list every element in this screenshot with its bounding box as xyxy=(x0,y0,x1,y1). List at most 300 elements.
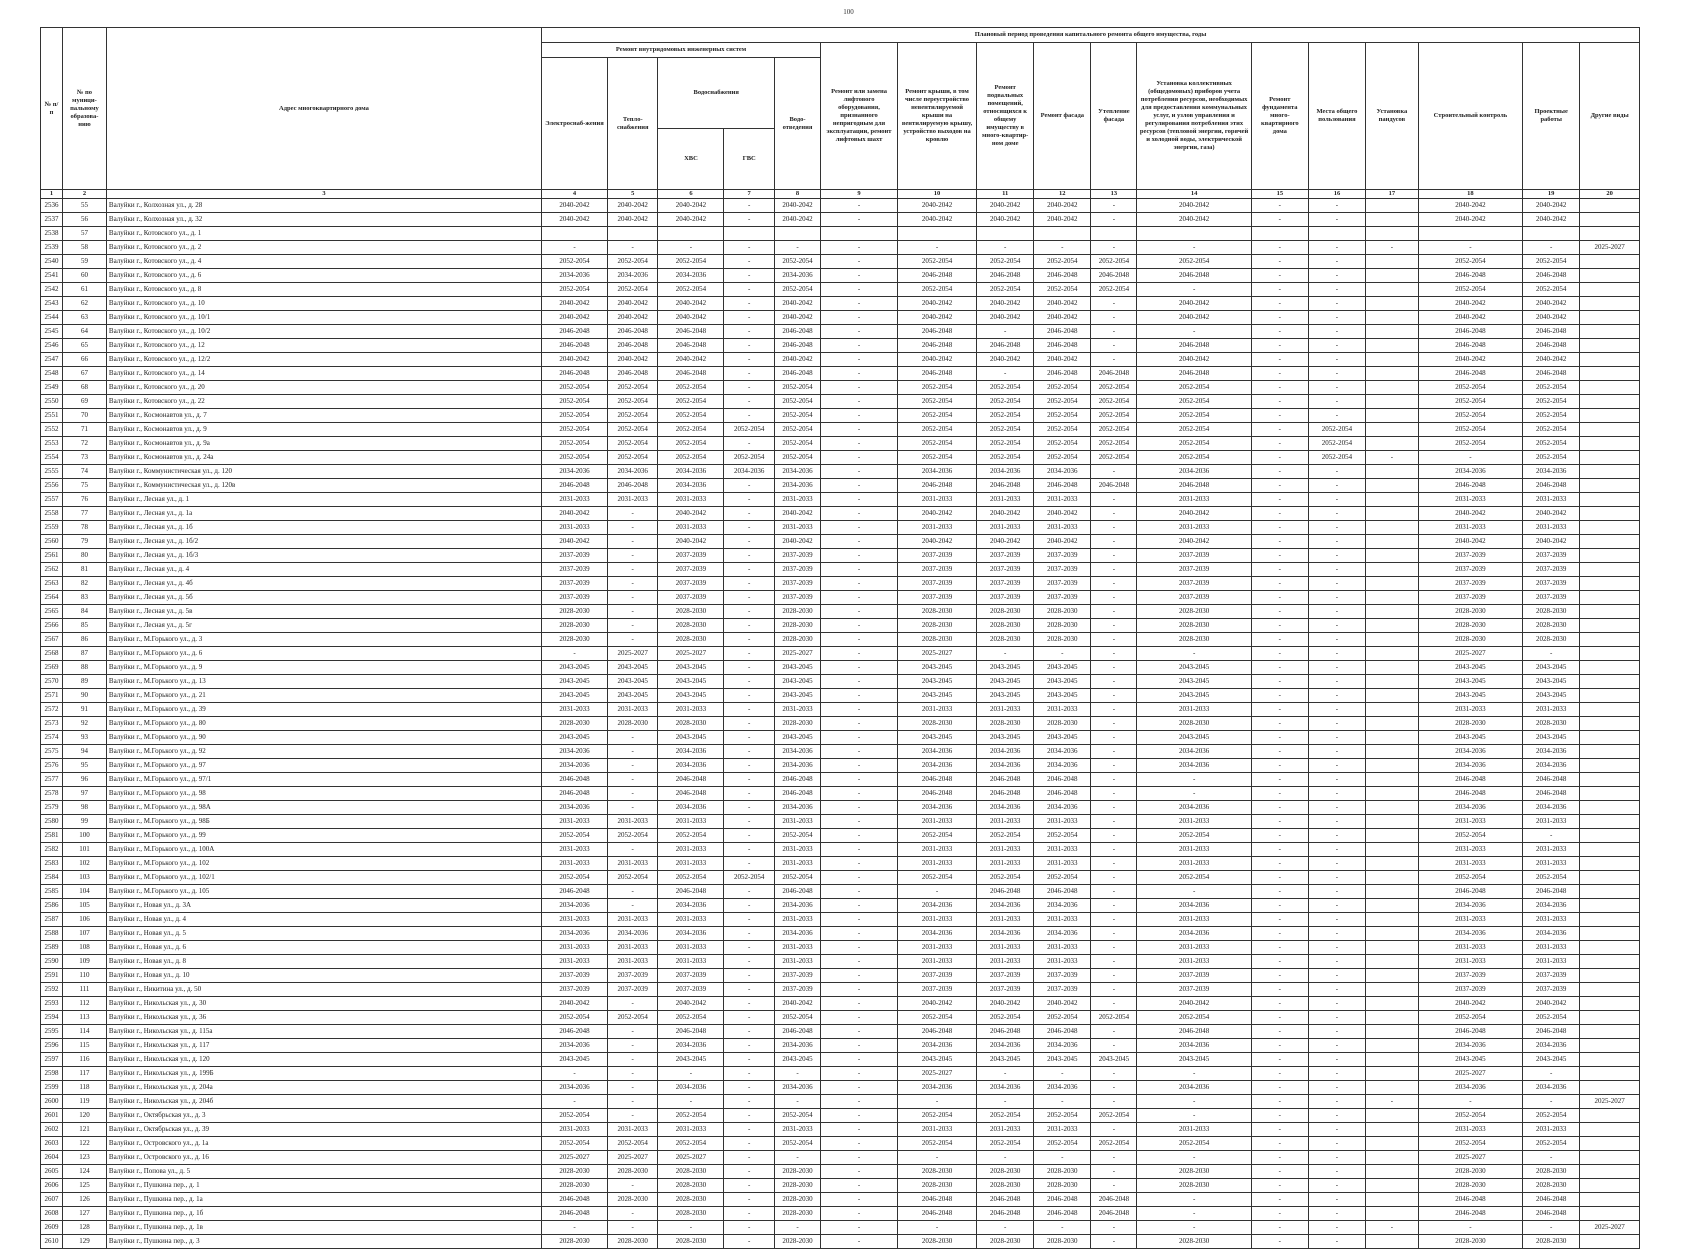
table-cell: 2037-2039 xyxy=(658,577,724,591)
table-row xyxy=(41,423,1640,437)
table-cell: - xyxy=(1308,353,1365,367)
table-cell: - xyxy=(821,1179,898,1193)
table-cell: 2046-2048 xyxy=(1137,269,1251,283)
table-cell: - xyxy=(724,535,775,549)
table-cell: - xyxy=(1251,437,1308,451)
table-cell: 109 xyxy=(62,955,106,969)
table-cell: 2025-2027 xyxy=(1580,1095,1640,1109)
table-cell: - xyxy=(1251,479,1308,493)
table-cell: - xyxy=(1251,311,1308,325)
table-cell: 2052-2054 xyxy=(1523,395,1580,409)
table-cell xyxy=(1580,465,1640,479)
table-cell: 2034-2036 xyxy=(1418,745,1522,759)
table-cell: 2605 xyxy=(41,1165,63,1179)
table-cell: - xyxy=(821,1081,898,1095)
table-cell: 113 xyxy=(62,1011,106,1025)
table-cell: 70 xyxy=(62,409,106,423)
table-cell: 2028-2030 xyxy=(1034,633,1091,647)
table-cell: 2031-2033 xyxy=(774,1123,820,1137)
table-cell: 2544 xyxy=(41,311,63,325)
table-cell: 2040-2042 xyxy=(1034,353,1091,367)
table-row xyxy=(41,731,1640,745)
address-cell: Валуйки г., Космонавтов ул., д. 9 xyxy=(106,423,541,437)
table-row xyxy=(41,969,1640,983)
table-cell: 2040-2042 xyxy=(1523,353,1580,367)
table-cell: 2545 xyxy=(41,325,63,339)
table-cell: 2538 xyxy=(41,227,63,241)
table-cell: 2034-2036 xyxy=(977,899,1034,913)
table-cell: - xyxy=(821,703,898,717)
table-cell: 2052-2054 xyxy=(1418,1137,1522,1151)
table-cell: 2034-2036 xyxy=(897,801,976,815)
table-cell: 2037-2039 xyxy=(977,563,1034,577)
table-row xyxy=(41,409,1640,423)
address-cell: Валуйки г., Лесная ул., д. 4 xyxy=(106,563,541,577)
table-cell: 2608 xyxy=(41,1207,63,1221)
table-row xyxy=(41,619,1640,633)
table-cell: 92 xyxy=(62,717,106,731)
table-cell: 2052-2054 xyxy=(607,871,658,885)
table-cell: - xyxy=(542,241,608,255)
table-cell: 2046-2048 xyxy=(977,773,1034,787)
table-cell: 2043-2045 xyxy=(1523,689,1580,703)
table-cell: 2031-2033 xyxy=(1034,941,1091,955)
table-cell: - xyxy=(724,437,775,451)
table-cell: 99 xyxy=(62,815,106,829)
table-cell: 2043-2045 xyxy=(1034,731,1091,745)
table-cell: 2028-2030 xyxy=(607,717,658,731)
table-cell xyxy=(1580,913,1640,927)
table-cell: 2031-2033 xyxy=(897,521,976,535)
table-cell: 2043-2045 xyxy=(1418,661,1522,675)
table-cell: 2052-2054 xyxy=(1034,1011,1091,1025)
table-cell: 2052-2054 xyxy=(1034,255,1091,269)
table-cell: - xyxy=(1308,1221,1365,1235)
table-cell: 2031-2033 xyxy=(658,493,724,507)
table-cell: - xyxy=(1308,689,1365,703)
table-cell: 2028-2030 xyxy=(658,1235,724,1249)
table-cell: 2034-2036 xyxy=(1523,927,1580,941)
table-cell: 2052-2054 xyxy=(977,871,1034,885)
table-cell xyxy=(1580,1053,1640,1067)
address-cell: Валуйки г., Новая ул., д. 10 xyxy=(106,969,541,983)
address-cell: Валуйки г., М.Горького ул., д. 97/1 xyxy=(106,773,541,787)
table-cell: 2031-2033 xyxy=(1034,815,1091,829)
table-cell xyxy=(1366,829,1419,843)
address-cell: Валуйки г., Котовского ул., д. 8 xyxy=(106,283,541,297)
table-cell: 2052-2054 xyxy=(1091,409,1137,423)
table-cell: 108 xyxy=(62,941,106,955)
table-cell: - xyxy=(1251,297,1308,311)
table-cell: - xyxy=(1251,969,1308,983)
table-cell: - xyxy=(1091,199,1137,213)
table-cell xyxy=(1580,661,1640,675)
table-cell: 2536 xyxy=(41,199,63,213)
table-cell: 2031-2033 xyxy=(658,955,724,969)
table-cell: 2034-2036 xyxy=(1034,801,1091,815)
col-header-mun-num: № по муници-пальному образова-нию xyxy=(62,28,106,190)
table-cell: - xyxy=(1091,297,1137,311)
table-cell: - xyxy=(821,815,898,829)
table-cell: 2052-2054 xyxy=(1523,1109,1580,1123)
table-cell: - xyxy=(1251,241,1308,255)
table-cell xyxy=(1580,535,1640,549)
table-cell: - xyxy=(1418,1095,1522,1109)
table-cell: - xyxy=(1308,1025,1365,1039)
table-cell: 2046-2048 xyxy=(542,339,608,353)
table-cell: - xyxy=(821,353,898,367)
table-cell: 2539 xyxy=(41,241,63,255)
table-cell: - xyxy=(1137,1221,1251,1235)
table-row xyxy=(41,885,1640,899)
table-cell: 2040-2042 xyxy=(1418,199,1522,213)
table-cell: 76 xyxy=(62,493,106,507)
table-cell: 2046-2048 xyxy=(1523,339,1580,353)
address-cell: Валуйки г., Пушкина пер., д. 1а xyxy=(106,1193,541,1207)
table-row xyxy=(41,1221,1640,1235)
table-cell: 2046-2048 xyxy=(897,325,976,339)
table-cell: - xyxy=(1308,745,1365,759)
table-cell xyxy=(1580,1025,1640,1039)
table-cell: 2052-2054 xyxy=(1091,1011,1137,1025)
address-cell: Валуйки г., Лесная ул., д. 1б/3 xyxy=(106,549,541,563)
table-cell: 2031-2033 xyxy=(1034,1123,1091,1137)
table-cell: - xyxy=(1091,1095,1137,1109)
table-cell: 2052-2054 xyxy=(658,409,724,423)
table-row xyxy=(41,857,1640,871)
table-cell: 2043-2045 xyxy=(774,731,820,745)
table-cell: 2052-2054 xyxy=(774,437,820,451)
table-cell: 2563 xyxy=(41,577,63,591)
table-cell: 2037-2039 xyxy=(1523,969,1580,983)
table-cell: - xyxy=(724,241,775,255)
table-cell: 2031-2033 xyxy=(607,703,658,717)
table-cell: - xyxy=(658,1095,724,1109)
table-cell: - xyxy=(724,661,775,675)
table-row xyxy=(41,1109,1640,1123)
column-number: 11 xyxy=(977,190,1034,199)
table-cell: - xyxy=(821,997,898,1011)
address-cell: Валуйки г., Котовского ул., д. 14 xyxy=(106,367,541,381)
table-cell xyxy=(1251,227,1308,241)
table-cell: - xyxy=(724,1193,775,1207)
table-cell: 2031-2033 xyxy=(1418,941,1522,955)
table-cell: 2046-2048 xyxy=(1418,325,1522,339)
table-cell: - xyxy=(724,1011,775,1025)
table-cell xyxy=(1366,997,1419,1011)
table-cell: 2034-2036 xyxy=(1137,801,1251,815)
table-cell: 86 xyxy=(62,633,106,647)
table-row xyxy=(41,1137,1640,1151)
table-cell: 2052-2054 xyxy=(542,381,608,395)
table-cell: 2586 xyxy=(41,899,63,913)
table-cell: 71 xyxy=(62,423,106,437)
table-cell: - xyxy=(1308,871,1365,885)
column-number: 8 xyxy=(774,190,820,199)
table-cell: 2040-2042 xyxy=(774,199,820,213)
table-cell: 2037-2039 xyxy=(1137,577,1251,591)
table-cell: 2031-2033 xyxy=(977,941,1034,955)
table-cell xyxy=(1580,997,1640,1011)
column-number: 18 xyxy=(1418,190,1522,199)
table-cell: 2052-2054 xyxy=(658,1109,724,1123)
table-cell: - xyxy=(977,1151,1034,1165)
table-cell: 2046-2048 xyxy=(1523,885,1580,899)
table-cell: 2040-2042 xyxy=(1034,199,1091,213)
table-cell: 2052-2054 xyxy=(607,451,658,465)
table-cell: 2052-2054 xyxy=(1034,1137,1091,1151)
table-cell: - xyxy=(724,1151,775,1165)
table-cell: 2031-2033 xyxy=(1523,815,1580,829)
table-cell xyxy=(1137,227,1251,241)
table-cell: - xyxy=(1308,829,1365,843)
table-cell: - xyxy=(821,1067,898,1081)
table-cell: - xyxy=(1308,283,1365,297)
table-cell: 2604 xyxy=(41,1151,63,1165)
table-cell: 2037-2039 xyxy=(774,591,820,605)
table-cell: 2031-2033 xyxy=(1137,913,1251,927)
table-cell: 2034-2036 xyxy=(977,745,1034,759)
table-cell: - xyxy=(1308,1123,1365,1137)
table-cell: 2034-2036 xyxy=(897,899,976,913)
table-cell: 2037-2039 xyxy=(1034,549,1091,563)
table-cell: 2040-2042 xyxy=(977,507,1034,521)
table-cell: 2559 xyxy=(41,521,63,535)
table-cell: - xyxy=(821,241,898,255)
table-row xyxy=(41,983,1640,997)
table-cell: 2034-2036 xyxy=(1034,759,1091,773)
table-cell: 2031-2033 xyxy=(1418,815,1522,829)
table-cell: 2031-2033 xyxy=(1137,843,1251,857)
table-cell: 2037-2039 xyxy=(1137,969,1251,983)
table-cell: 94 xyxy=(62,745,106,759)
table-row xyxy=(41,1179,1640,1193)
table-cell: - xyxy=(1251,465,1308,479)
table-cell xyxy=(1366,1067,1419,1081)
table-cell xyxy=(1580,927,1640,941)
table-cell: 2603 xyxy=(41,1137,63,1151)
table-row xyxy=(41,563,1640,577)
table-cell: - xyxy=(1091,493,1137,507)
table-cell: 2028-2030 xyxy=(1418,1179,1522,1193)
table-cell: - xyxy=(1308,969,1365,983)
table-cell: 2043-2045 xyxy=(1137,689,1251,703)
table-cell xyxy=(774,227,820,241)
table-cell: - xyxy=(1091,675,1137,689)
table-cell: - xyxy=(1091,605,1137,619)
table-cell: - xyxy=(724,703,775,717)
table-cell: - xyxy=(821,423,898,437)
address-cell: Валуйки г., Новая ул., д. 3А xyxy=(106,899,541,913)
table-cell: - xyxy=(821,451,898,465)
table-cell: - xyxy=(1251,843,1308,857)
table-cell: 2046-2048 xyxy=(1091,479,1137,493)
table-cell: - xyxy=(1091,1235,1137,1249)
table-cell xyxy=(1580,493,1640,507)
address-cell: Валуйки г., Никольская ул., д. 120 xyxy=(106,1053,541,1067)
table-cell xyxy=(1366,1039,1419,1053)
table-row xyxy=(41,955,1640,969)
table-cell xyxy=(1366,1151,1419,1165)
table-cell: - xyxy=(1308,885,1365,899)
table-cell: - xyxy=(607,605,658,619)
table-cell: 2052-2054 xyxy=(542,255,608,269)
table-cell: - xyxy=(1251,703,1308,717)
table-cell: 2031-2033 xyxy=(1137,857,1251,871)
table-cell: 2046-2048 xyxy=(977,269,1034,283)
table-cell: 2553 xyxy=(41,437,63,451)
table-cell: 2052-2054 xyxy=(977,437,1034,451)
table-cell xyxy=(1580,325,1640,339)
table-cell: 2034-2036 xyxy=(542,1081,608,1095)
table-cell: 2052-2054 xyxy=(1034,451,1091,465)
table-cell: - xyxy=(821,857,898,871)
table-cell: - xyxy=(1523,1095,1580,1109)
table-cell: - xyxy=(821,409,898,423)
table-cell: 2052-2054 xyxy=(1418,423,1522,437)
table-cell: 2028-2030 xyxy=(774,717,820,731)
table-cell: 2031-2033 xyxy=(1137,521,1251,535)
table-cell: 2043-2045 xyxy=(607,675,658,689)
table-cell: 2037-2039 xyxy=(1034,577,1091,591)
table-cell: - xyxy=(607,549,658,563)
table-cell: 2046-2048 xyxy=(977,787,1034,801)
table-cell: - xyxy=(1308,213,1365,227)
table-cell: - xyxy=(1137,885,1251,899)
address-cell: Валуйки г., М.Горького ул., д. 98 xyxy=(106,787,541,801)
table-cell: - xyxy=(724,283,775,297)
table-cell: 2052-2054 xyxy=(977,1109,1034,1123)
table-cell: 2052-2054 xyxy=(542,451,608,465)
table-cell: - xyxy=(542,1221,608,1235)
table-cell: 2052-2054 xyxy=(977,283,1034,297)
table-cell: - xyxy=(1251,633,1308,647)
table-cell: - xyxy=(821,773,898,787)
table-cell: 2028-2030 xyxy=(977,717,1034,731)
table-cell: 2028-2030 xyxy=(1137,633,1251,647)
table-cell: 2031-2033 xyxy=(774,521,820,535)
table-cell: 2046-2048 xyxy=(607,479,658,493)
table-cell: 2052-2054 xyxy=(774,1137,820,1151)
table-cell: 111 xyxy=(62,983,106,997)
table-cell: 2028-2030 xyxy=(542,1235,608,1249)
table-cell: 2031-2033 xyxy=(977,815,1034,829)
table-cell: 2028-2030 xyxy=(977,1235,1034,1249)
address-cell: Валуйки г., М.Горького ул., д. 102 xyxy=(106,857,541,871)
table-cell: 2040-2042 xyxy=(542,535,608,549)
table-cell: 124 xyxy=(62,1165,106,1179)
table-cell: - xyxy=(1137,1109,1251,1123)
column-number: 14 xyxy=(1137,190,1251,199)
table-cell: 2037-2039 xyxy=(774,577,820,591)
table-cell: 2046-2048 xyxy=(897,1193,976,1207)
table-cell: - xyxy=(607,801,658,815)
table-cell: 2052-2054 xyxy=(1523,451,1580,465)
table-cell: - xyxy=(724,843,775,857)
table-cell: 2034-2036 xyxy=(774,479,820,493)
table-row xyxy=(41,759,1640,773)
table-cell: 2028-2030 xyxy=(897,1165,976,1179)
table-cell xyxy=(1366,913,1419,927)
table-row xyxy=(41,437,1640,451)
table-cell: 2040-2042 xyxy=(977,297,1034,311)
table-cell xyxy=(1366,521,1419,535)
table-cell: - xyxy=(1251,955,1308,969)
table-cell: 79 xyxy=(62,535,106,549)
table-cell: 2040-2042 xyxy=(1418,997,1522,1011)
table-cell: 2034-2036 xyxy=(542,899,608,913)
table-cell: 2040-2042 xyxy=(607,199,658,213)
table-cell: 2040-2042 xyxy=(542,311,608,325)
table-cell xyxy=(1580,199,1640,213)
table-cell: 2043-2045 xyxy=(977,661,1034,675)
table-cell: 2034-2036 xyxy=(774,759,820,773)
table-cell: 2052-2054 xyxy=(724,451,775,465)
table-cell: 2034-2036 xyxy=(1034,745,1091,759)
table-cell: 2046-2048 xyxy=(1418,1025,1522,1039)
table-cell: - xyxy=(1251,829,1308,843)
table-cell xyxy=(1580,423,1640,437)
table-cell: 2028-2030 xyxy=(607,1165,658,1179)
table-cell: 2052-2054 xyxy=(1137,1137,1251,1151)
table-cell: 87 xyxy=(62,647,106,661)
col-header-meters: Установка коллективных (общедомовых) приборов учета потребления ресурсов, необходимых для предоставления коммунальных услуг, и узлов управления и регулирования потребления этих ресурсов (тепловой энергии, горячей и холодной воды, электрической энергии, газа) xyxy=(1137,43,1251,190)
column-number: 4 xyxy=(542,190,608,199)
table-cell: 2052-2054 xyxy=(897,829,976,843)
table-cell: - xyxy=(1308,381,1365,395)
table-cell: 2034-2036 xyxy=(1418,759,1522,773)
table-cell: 2025-2027 xyxy=(897,647,976,661)
table-cell xyxy=(1580,227,1640,241)
page-number: 100 xyxy=(843,8,854,16)
table-cell: 2037-2039 xyxy=(1034,983,1091,997)
table-cell: - xyxy=(1418,451,1522,465)
table-cell: - xyxy=(1251,983,1308,997)
table-row xyxy=(41,899,1640,913)
table-cell: 2052-2054 xyxy=(774,871,820,885)
table-cell: - xyxy=(724,689,775,703)
column-number: 17 xyxy=(1366,190,1419,199)
table-cell: 2052-2054 xyxy=(658,451,724,465)
table-cell: 2046-2048 xyxy=(1034,773,1091,787)
table-cell: 2040-2042 xyxy=(1137,997,1251,1011)
table-cell: - xyxy=(1091,997,1137,1011)
table-row xyxy=(41,1067,1640,1081)
table-cell: - xyxy=(821,199,898,213)
table-cell: 2028-2030 xyxy=(1034,1165,1091,1179)
table-cell xyxy=(1366,479,1419,493)
table-cell: 2043-2045 xyxy=(774,1053,820,1067)
table-cell: - xyxy=(1091,969,1137,983)
table-cell: 2031-2033 xyxy=(607,857,658,871)
table-cell: 119 xyxy=(62,1095,106,1109)
table-cell: 2034-2036 xyxy=(1137,1039,1251,1053)
table-cell: - xyxy=(1251,591,1308,605)
table-cell: - xyxy=(821,731,898,745)
table-cell: - xyxy=(1091,619,1137,633)
table-cell: 2046-2048 xyxy=(977,479,1034,493)
table-cell: 2040-2042 xyxy=(1137,353,1251,367)
table-cell: 2606 xyxy=(41,1179,63,1193)
table-cell: - xyxy=(1137,1095,1251,1109)
table-cell: 2540 xyxy=(41,255,63,269)
table-cell: 123 xyxy=(62,1151,106,1165)
table-cell: 2031-2033 xyxy=(1523,521,1580,535)
table-cell: - xyxy=(1308,1193,1365,1207)
table-cell: 2046-2048 xyxy=(1034,269,1091,283)
table-cell: - xyxy=(724,927,775,941)
table-cell: - xyxy=(658,241,724,255)
